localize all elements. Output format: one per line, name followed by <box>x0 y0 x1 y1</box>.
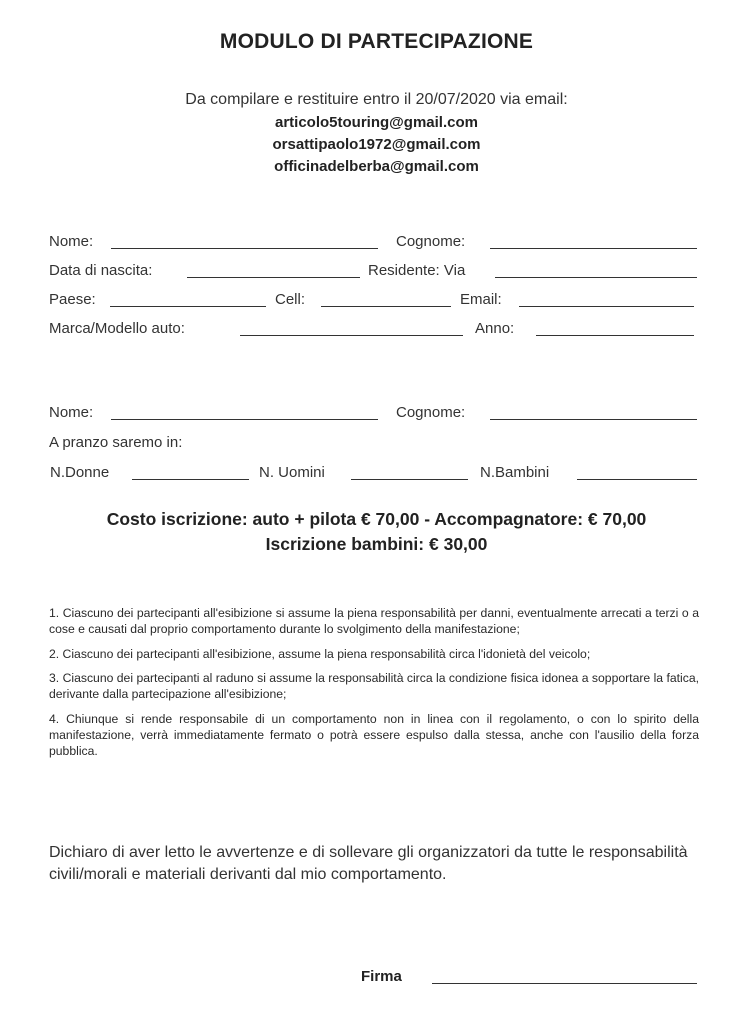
cost-line-2: Iscrizione bambini: € 30,00 <box>265 534 488 554</box>
bambini-field[interactable] <box>577 479 697 480</box>
form-row-guests <box>49 464 699 486</box>
form-row-car <box>49 320 699 342</box>
cost-line-1: Costo iscrizione: auto + pilota € 70,00 - Accompagnatore: € 70,00 <box>106 509 647 529</box>
data-nascita-label: Data di nascita: <box>49 262 153 279</box>
marca-modello-label: Marca/Modello auto: <box>49 320 185 337</box>
signature-field[interactable] <box>432 983 697 984</box>
cognome-label: Cognome: <box>396 233 466 250</box>
nome-field[interactable] <box>111 248 378 249</box>
form-row-birth <box>49 262 699 284</box>
contact-email-1[interactable]: articolo5touring@gmail.com <box>275 114 478 131</box>
form-row-lunch <box>49 434 699 456</box>
residente-label: Residente: Via <box>368 262 466 279</box>
nome-label-2: Nome: <box>49 404 94 421</box>
email-label: Email: <box>460 291 502 308</box>
nome-label: Nome: <box>49 233 94 250</box>
deadline-text: Da compilare e restituire entro il 20/07/2020 via email: <box>185 91 568 108</box>
contact-email-3[interactable]: officinadelberba@gmail.com <box>274 158 479 175</box>
anno-field[interactable] <box>536 335 694 336</box>
rules-list <box>49 606 699 768</box>
nome-field-2[interactable] <box>111 419 378 420</box>
donne-label: N.Donne <box>50 464 110 481</box>
declaration-text: Dichiaro di aver letto le avvertenze e di sollevare gli organizzatori da tutte le responsabilità civili/morali e materiali derivanti dal mio comportamento. <box>49 844 688 883</box>
marca-modello-field[interactable] <box>240 335 463 336</box>
paese-label: Paese: <box>49 291 96 308</box>
donne-field[interactable] <box>132 479 249 480</box>
bambini-label: N.Bambini <box>480 464 550 481</box>
cognome-label-2: Cognome: <box>396 404 466 421</box>
cell-field[interactable] <box>321 306 451 307</box>
cell-label: Cell: <box>275 291 306 308</box>
contact-email-2[interactable]: orsattipaolo1972@gmail.com <box>272 136 481 153</box>
form-row-contacts <box>49 291 699 313</box>
email-field[interactable] <box>519 306 694 307</box>
rule-item: 2. Ciascuno dei partecipanti all'esibizione, assume la piena responsabilità circa l'idonietà del veicolo; <box>49 646 591 661</box>
page-title: MODULO DI PARTECIPAZIONE <box>219 30 534 53</box>
rule-item: 1. Ciascuno dei partecipanti all'esibizione si assume la piena responsabilità per danni, eventualmente arrecati a terzi o a cose e causati dal proprio comportamento durante lo svolgimento della manifestazione; <box>49 606 699 636</box>
anno-label: Anno: <box>475 320 515 337</box>
pranzo-label: A pranzo saremo in: <box>49 434 183 451</box>
form-row-companion <box>49 404 699 426</box>
residente-field[interactable] <box>495 277 697 278</box>
rule-item: 4. Chiunque si rende responsabile di un comportamento non in linea con il regolamento, o con lo spirito della manifestazione, verrà immediatamente fermato o potrà essere espulso dalla stessa, anche con l'ausilio della forza pubblica. <box>49 711 699 758</box>
cognome-field[interactable] <box>490 248 697 249</box>
cognome-field-2[interactable] <box>490 419 697 420</box>
uomini-field[interactable] <box>351 479 468 480</box>
uomini-label: N. Uomini <box>259 464 325 481</box>
form-row-name <box>49 233 699 255</box>
data-nascita-field[interactable] <box>187 277 360 278</box>
signature-label: Firma <box>361 968 402 985</box>
paese-field[interactable] <box>110 306 266 307</box>
rule-item: 3. Ciascuno dei partecipanti al raduno si assume la responsabilità circa la condizione fisica idonea a sopportare la fatica, derivante dalla partecipazione all'esibizione; <box>49 671 699 702</box>
